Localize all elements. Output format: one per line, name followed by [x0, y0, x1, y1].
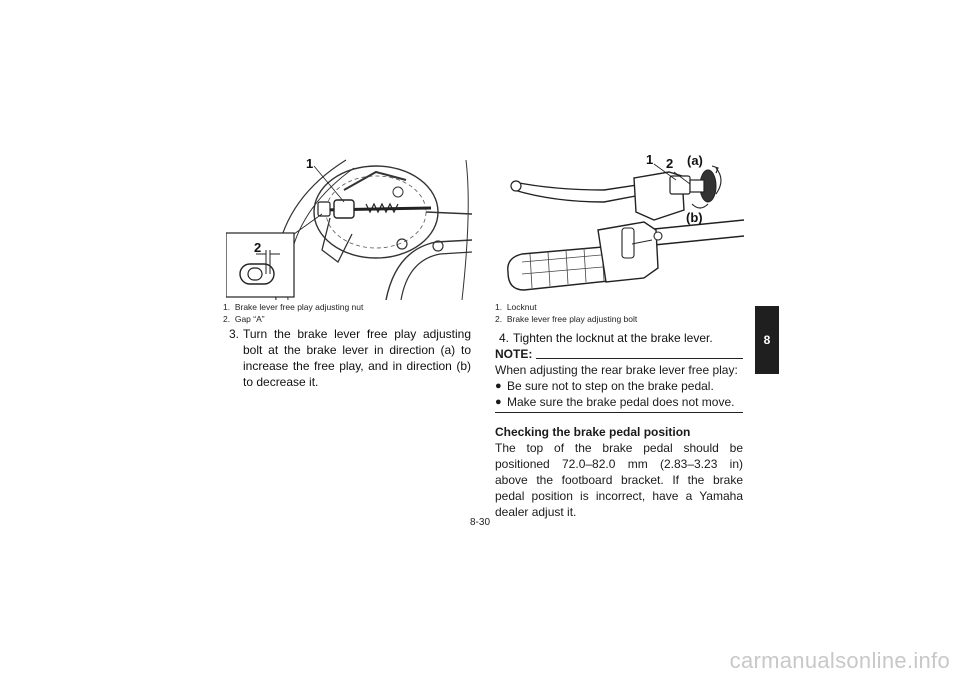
callout-2: 2: [666, 156, 674, 171]
bullet-icon: ●: [495, 396, 502, 408]
step-number: 3.: [229, 327, 240, 341]
figure-left-caption: [223, 301, 363, 325]
step-text: Turn the brake lever free play adjusting bolt at the brake lever in direction (a) to increase the free play, and in direction (b) to decrease it.: [243, 327, 471, 389]
section-body: The top of the brake pedal should be positioned 72.0–82.0 mm (2.83–3.23 in) above the footboard bracket. If the brake pedal position is incorrect, have a Yamaha dealer adjust it.: [495, 441, 743, 519]
bullet-icon: ●: [495, 380, 502, 392]
figure-brake-adjusting-nut: [226, 150, 472, 300]
brake-assembly-illustration: [226, 150, 472, 300]
step-text: Tighten the locknut at the brake lever.: [513, 331, 713, 345]
caption-item: 1. Brake lever free play adjusting nut: [223, 302, 364, 312]
step-4: [499, 330, 759, 346]
section-heading: Checking the brake pedal position: [495, 425, 691, 439]
section-brake-pedal-position: [495, 424, 743, 520]
callout-2: 2: [254, 240, 262, 255]
caption-item: 2. Gap “A”: [223, 314, 265, 324]
caption-item: 2. Brake lever free play adjusting bolt: [495, 314, 638, 324]
note-box: [495, 346, 743, 413]
caption-item: 1. Locknut: [495, 302, 537, 312]
note-intro: When adjusting the rear brake lever free play:: [495, 363, 738, 377]
note-heading-row: [495, 346, 743, 362]
note-bullet: ● Make sure the brake pedal does not move.: [495, 395, 735, 409]
note-bullet: ● Be sure not to step on the brake pedal.: [495, 379, 714, 393]
brake-lever-illustration: [494, 150, 744, 300]
callout-1: 1: [306, 156, 314, 171]
callout-b: (b): [686, 210, 703, 225]
chapter-tab: 8: [755, 306, 779, 374]
callout-1: 1: [646, 152, 654, 167]
callout-a: (a): [687, 153, 703, 168]
note-rule: [536, 358, 743, 359]
watermark: carmanualsonline.info: [729, 648, 950, 673]
note-end-rule: [495, 412, 743, 413]
step-number: 4.: [499, 331, 510, 345]
figure-right-caption: [495, 301, 637, 325]
figure-brake-lever: [494, 150, 744, 300]
page-number: 8-30: [469, 517, 490, 528]
step-3: [229, 326, 471, 390]
note-heading: NOTE:: [495, 347, 533, 361]
